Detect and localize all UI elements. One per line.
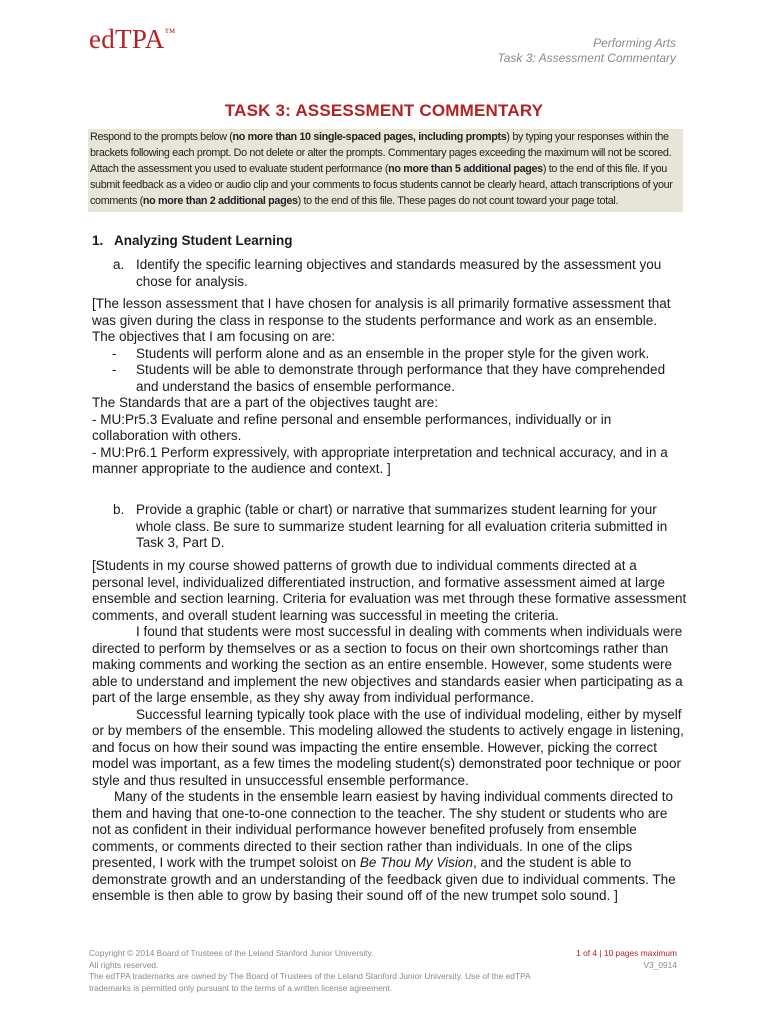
footer-page-info: [576, 948, 677, 971]
prompt-b-text: Provide a graphic (table or chart) or narrative that summarizes student learning for your whole class. Be sure to summarize student learning for all evaluation criteria submitted in Task 3, Part D.: [136, 502, 668, 550]
page-count: 1 of 4 | 10 pages maximum: [576, 948, 677, 958]
rights-line: All rights reserved.: [89, 959, 159, 970]
trademark-mark: ™: [164, 27, 176, 39]
logo-text: edTPA: [89, 24, 165, 54]
instructions-box: [88, 129, 683, 212]
instructions-text-2: ) by typing your responses within the brackets following each prompt. Do not delete or alter the prompts. Commentary pages exceeding the maximum will not be scored. Attach the assessment you used to evaluate student performance (: [90, 131, 672, 175]
prompt-b-letter: b.: [113, 502, 125, 517]
instructions-bold-3: no more than 2 additional pages: [142, 194, 298, 207]
response-b-para-4: [92, 789, 687, 905]
instructions-bold-2: no more than 5 additional pages: [388, 162, 543, 175]
para-4-text-a: Many of the students in the ensemble learn easiest by having individual comments directed to them and having that one-to-one connection to the teacher. The shy student or students who are not as confident in their individual performance however benefited profusely from ensemble comments, or comments directed to their section rather than individuals. In one of the clips presented, I work with the trumpet soloist on: [92, 789, 674, 870]
section-heading: [92, 233, 293, 248]
piece-title: Be Thou My Vision: [359, 855, 473, 870]
response-b: [92, 558, 687, 905]
standards-lead: The Standards that are a part of the objectives taught are:: [92, 395, 438, 410]
objective-text-2: Students will be able to demonstrate through performance that they have comprehended and understand the basics of ensemble performance.: [136, 362, 666, 394]
objective-bullet-2: [92, 362, 687, 395]
response-b-para-2: I found that students were most successful in dealing with comments when individuals were directed to perform by themselves or as a section to focus on their own shortcomings rather than making comments and working the section as an entire ensemble. However, some students were able to understand and implement the new objectives and standards easier when participating as a part of the large ensemble, as they shy away from individual performance.: [92, 624, 683, 705]
response-a-intro: [The lesson assessment that I have chosen for analysis is all primarily formative assessment that was given during the class in response to the students performance and work as an ensemble.: [92, 296, 671, 328]
instructions-text-3: ) to the end of this file. If you submit feedback as a video or audio clip and your comments to focus students cannot be clearly heard, attach transcriptions of your comments (: [90, 162, 673, 207]
document-header: [497, 36, 676, 66]
objective-text-1: Students will perform alone and as an ensemble in the proper style for the given work.: [136, 345, 650, 361]
section-title: Analyzing Student Learning: [114, 233, 293, 248]
standard-2: - MU:Pr6.1 Perform expressively, with appropriate interpretation and technical accuracy, and in a manner appropriate to the audience and context. ]: [92, 444, 668, 476]
instructions-text-4: ) to the end of this file. These pages do not count toward your page total.: [297, 194, 619, 207]
response-a: [92, 296, 687, 478]
header-task: Task 3: Assessment Commentary: [497, 51, 676, 65]
instructions-text-1: Respond to the prompts below (: [90, 131, 233, 143]
bullet-dash: -: [112, 345, 117, 361]
prompt-a-letter: a.: [113, 257, 125, 272]
page-title: TASK 3: ASSESSMENT COMMENTARY: [224, 101, 544, 120]
response-b-para-1: [Students in my course showed patterns of growth due to individual comments directed at a personal level, individualized differentiated instruction, and formative assessment aimed at large ensemble and section learning. Criteria for evaluation was met through these formative assessment comments, and overall student learning was successful in meeting the criteria.: [92, 558, 687, 623]
footer-copyright: [89, 948, 559, 994]
copyright-line: Copyright © 2014 Board of Trustees of the Leland Stanford Junior University.: [89, 948, 374, 958]
prompt-a: [113, 257, 683, 290]
prompt-b: [113, 502, 683, 552]
para-4-text-b: , and the student is able to demonstrate growth and an understanding of the feedback given due to individual comments. The ensemble is then able to grow by basing their sound off of the new trumpet solo sound. ]: [92, 855, 676, 903]
objective-bullet-1: [92, 346, 687, 363]
trademark-notice: The edTPA trademarks are owned by The Board of Trustees of the Leland Stanford Junior University. Use of the edTPA trademarks is permitted only pursuant to the terms of a written license agreement.: [89, 971, 531, 993]
standard-1: - MU:Pr5.3 Evaluate and refine personal and ensemble performances, individually or in collaboration with others.: [92, 411, 612, 443]
response-b-para-3: Successful learning typically took place with the use of individual modeling, either by myself or by members of the ensemble. This modeling allowed the students to actively engage in listening, and focus on how their sound was impacting the entire ensemble. However, picking the correct model was important, as a few times the modeling student(s) demonstrated poor technique or poor style and thus resulted in unsuccessful ensemble performance.: [92, 706, 684, 788]
bullet-dash: -: [112, 362, 117, 377]
instructions-bold-1: no more than 10 single-spaced pages, including prompts: [232, 131, 507, 143]
objectives-lead: The objectives that I am focusing on are:: [92, 329, 336, 344]
edtpa-logo: [89, 24, 176, 55]
section-number: 1.: [92, 233, 104, 248]
header-subject: Performing Arts: [593, 36, 676, 50]
prompt-a-text: Identify the specific learning objectives and standards measured by the assessment you chose for analysis.: [136, 257, 662, 289]
version-label: V3_0914: [643, 959, 677, 970]
